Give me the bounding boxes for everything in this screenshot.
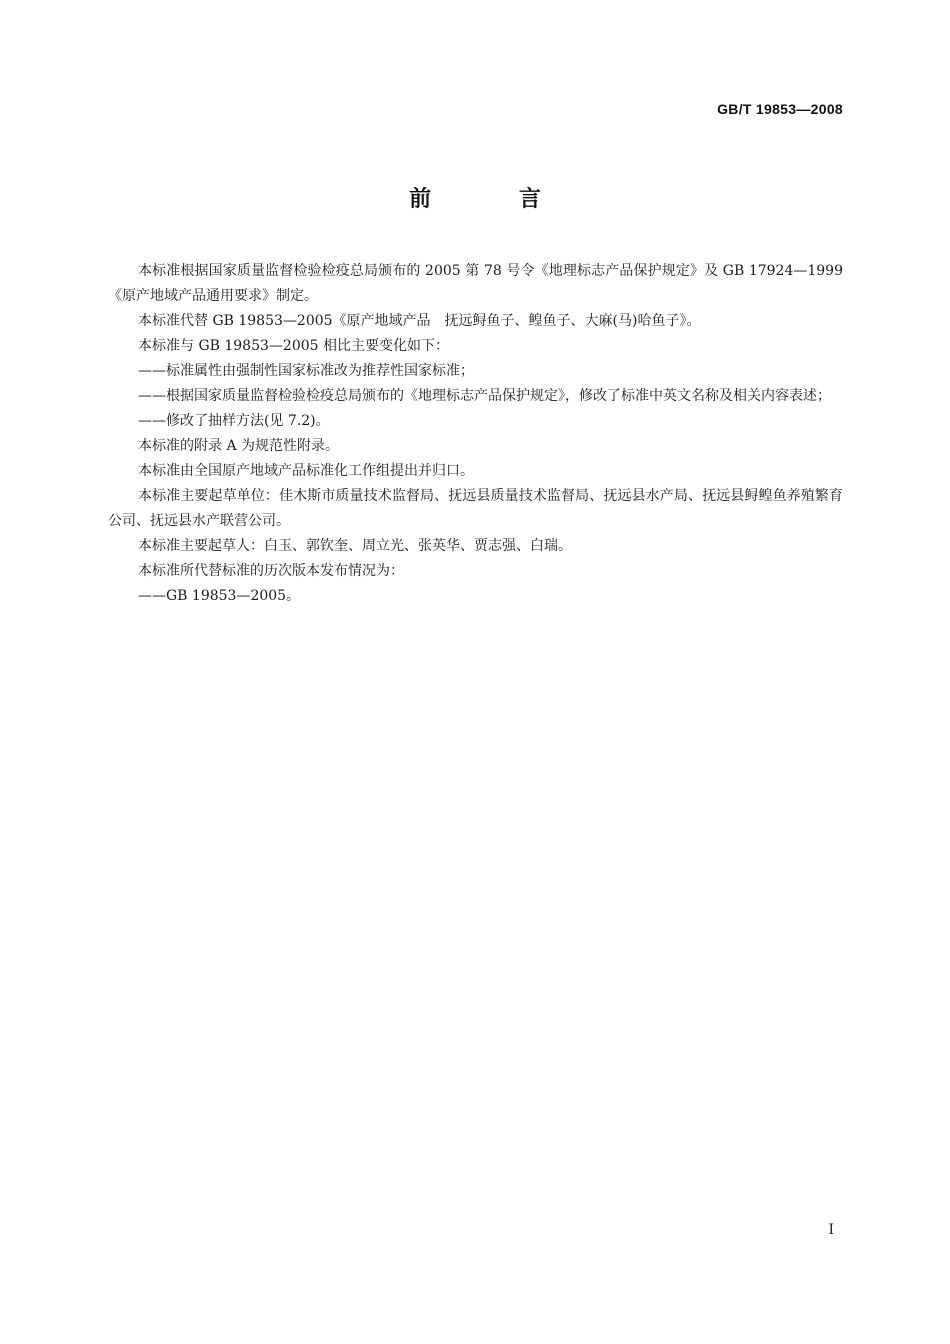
- paragraph-replaces: 本标准代替 GB 19853—2005《原产地域产品 抚远鲟鱼子、鳇鱼子、大麻(马)哈鱼子》。: [138, 313, 701, 329]
- paragraph-drafters: 本标准主要起草人：白玉、郭钦奎、周立光、张英华、贾志强、白瑞。: [138, 538, 572, 554]
- paragraph-basis: 本标准根据国家质量监督检验检疫总局颁布的 2005 第 78 号令《地理标志产品保护规定》及 GB 17924—1999《原产地域产品通用要求》制定。: [108, 263, 843, 304]
- change-item-2: ——根据国家质量监督检验检疫总局颁布的《地理标志产品保护规定》，修改了标准中英文名称及相关内容表述；: [138, 388, 831, 404]
- paragraph-changes-intro: 本标准与 GB 19853—2005 相比主要变化如下：: [138, 338, 449, 354]
- change-item-3: ——修改了抽样方法(见 7.2)。: [138, 413, 330, 429]
- history-item-1: ——GB 19853—2005。: [138, 588, 301, 604]
- paragraph-drafting-units: 本标准主要起草单位：佳木斯市质量技术监督局、抚远县质量技术监督局、抚远县水产局、抚远县鲟鳇鱼养殖繁育公司、抚远县水产联营公司。: [108, 488, 843, 529]
- page-number: I: [828, 1222, 834, 1238]
- page-title: 前 言: [409, 187, 581, 212]
- paragraph-history-intro: 本标准所代替标准的历次版本发布情况为：: [138, 563, 404, 579]
- document-number: GB/T 19853—2008: [717, 101, 843, 117]
- change-item-1: ——标准属性由强制性国家标准改为推荐性国家标准；: [138, 363, 474, 379]
- paragraph-appendix: 本标准的附录 A 为规范性附录。: [138, 438, 340, 454]
- foreword-body: [108, 259, 843, 609]
- paragraph-proposer: 本标准由全国原产地域产品标准化工作组提出并归口。: [138, 463, 474, 479]
